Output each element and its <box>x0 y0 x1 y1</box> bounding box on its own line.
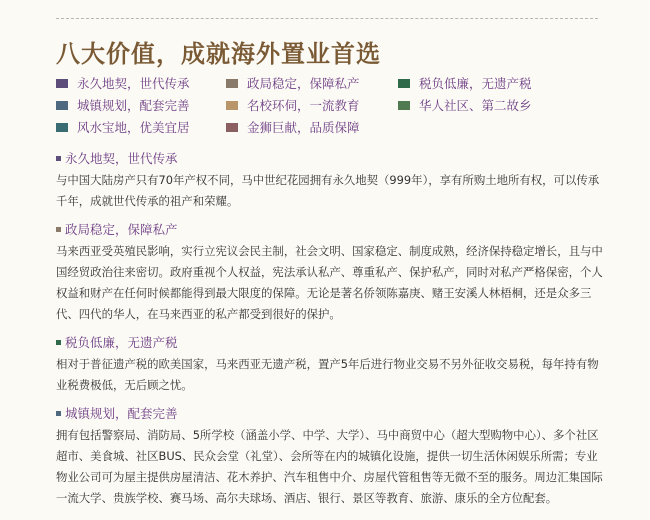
legend-label: 城镇规划，配套完善 <box>77 98 190 113</box>
section-heading <box>56 405 604 421</box>
section-urban-planning <box>56 405 604 509</box>
legend-item <box>56 76 226 90</box>
legend-item <box>398 76 568 90</box>
legend-label: 名校环伺，一流教育 <box>247 98 360 113</box>
swatch-icon <box>226 79 238 88</box>
section-body: 与中国大陆房产只有70年产权不同，马中世纪花园拥有永久地契（999年），享有所购土地所有权，可以传承千年，成就世代传承的祖产和荣耀。 <box>56 173 600 208</box>
legend-label: 税负低廉，无遗产税 <box>419 76 532 91</box>
legend-item <box>226 76 398 90</box>
legend-label: 金狮巨献，品质保障 <box>247 120 360 135</box>
section-low-tax <box>56 334 604 396</box>
legend-item <box>226 98 398 112</box>
value-sections <box>56 150 604 518</box>
bullet-icon <box>56 340 61 345</box>
legend-item <box>56 120 226 134</box>
legend-item <box>398 98 568 112</box>
legend-item <box>226 120 398 134</box>
swatch-icon <box>226 123 238 132</box>
section-heading-text: 税负低廉，无遗产税 <box>65 335 178 350</box>
bullet-icon <box>56 156 61 161</box>
section-body: 马来西亚受英殖民影响，实行立宪议会民主制，社会文明、国家稳定、制度成熟，经济保持稳定增长，且与中国经贸政治往来密切。政府重视个人权益，宪法承认私产、尊重私产、保护私产，同时对私产严格保密，个人权益和财产在任何时候都能得到最大限度的保障。无论是著名侨领陈嘉庚、赌王安溪人林梧桐，还是众多三代、四代的华人，在马来西亚的私产都受到很好的保护。 <box>56 244 603 321</box>
legend-item <box>56 98 226 112</box>
section-heading-text: 政局稳定，保障私产 <box>65 222 178 237</box>
page-title: 八大价值，成就海外置业首选 <box>56 40 381 68</box>
swatch-icon <box>398 79 410 88</box>
swatch-icon <box>398 101 410 110</box>
legend-label: 华人社区、第二故乡 <box>419 98 532 113</box>
legend-label: 风水宝地，优美宜居 <box>77 120 190 135</box>
section-heading <box>56 221 604 237</box>
value-legend <box>56 76 568 134</box>
section-body: 相对于普征遗产税的欧美国家，马来西亚无遗产税，置产5年后进行物业交易不另外征收交易税，每年持有物业税费极低，无后顾之忧。 <box>56 357 599 392</box>
section-heading-text: 城镇规划，配套完善 <box>65 406 178 421</box>
section-heading <box>56 150 604 166</box>
top-divider <box>56 18 598 19</box>
section-heading <box>56 334 604 350</box>
swatch-icon <box>226 101 238 110</box>
swatch-icon <box>56 79 68 88</box>
legend-label: 政局稳定，保障私产 <box>247 76 360 91</box>
section-permanent-deed <box>56 150 604 212</box>
swatch-icon <box>56 123 68 132</box>
section-body: 拥有包括警察局、消防局、5所学校（涵盖小学、中学、大学）、马中商贸中心（超大型购物中心）、多个社区超市、美食城、社区BUS、民众会堂（礼堂）、会所等在内的城镇化设施，提供一切生活休闲娱乐所需；专业物业公司可为屋主提供房屋清洁、花木养护、汽车租售中介、房屋代管租售等无微不至的服务。周边汇集国际一流大学、贵族学校、赛马场、高尔夫球场、酒店、银行、景区等教育、旅游、康乐的全方位配套。 <box>56 428 603 505</box>
swatch-icon <box>56 101 68 110</box>
bullet-icon <box>56 227 61 232</box>
bullet-icon <box>56 411 61 416</box>
section-heading-text: 永久地契，世代传承 <box>65 151 178 166</box>
legend-label: 永久地契，世代传承 <box>77 76 190 91</box>
section-political-stability <box>56 221 604 325</box>
